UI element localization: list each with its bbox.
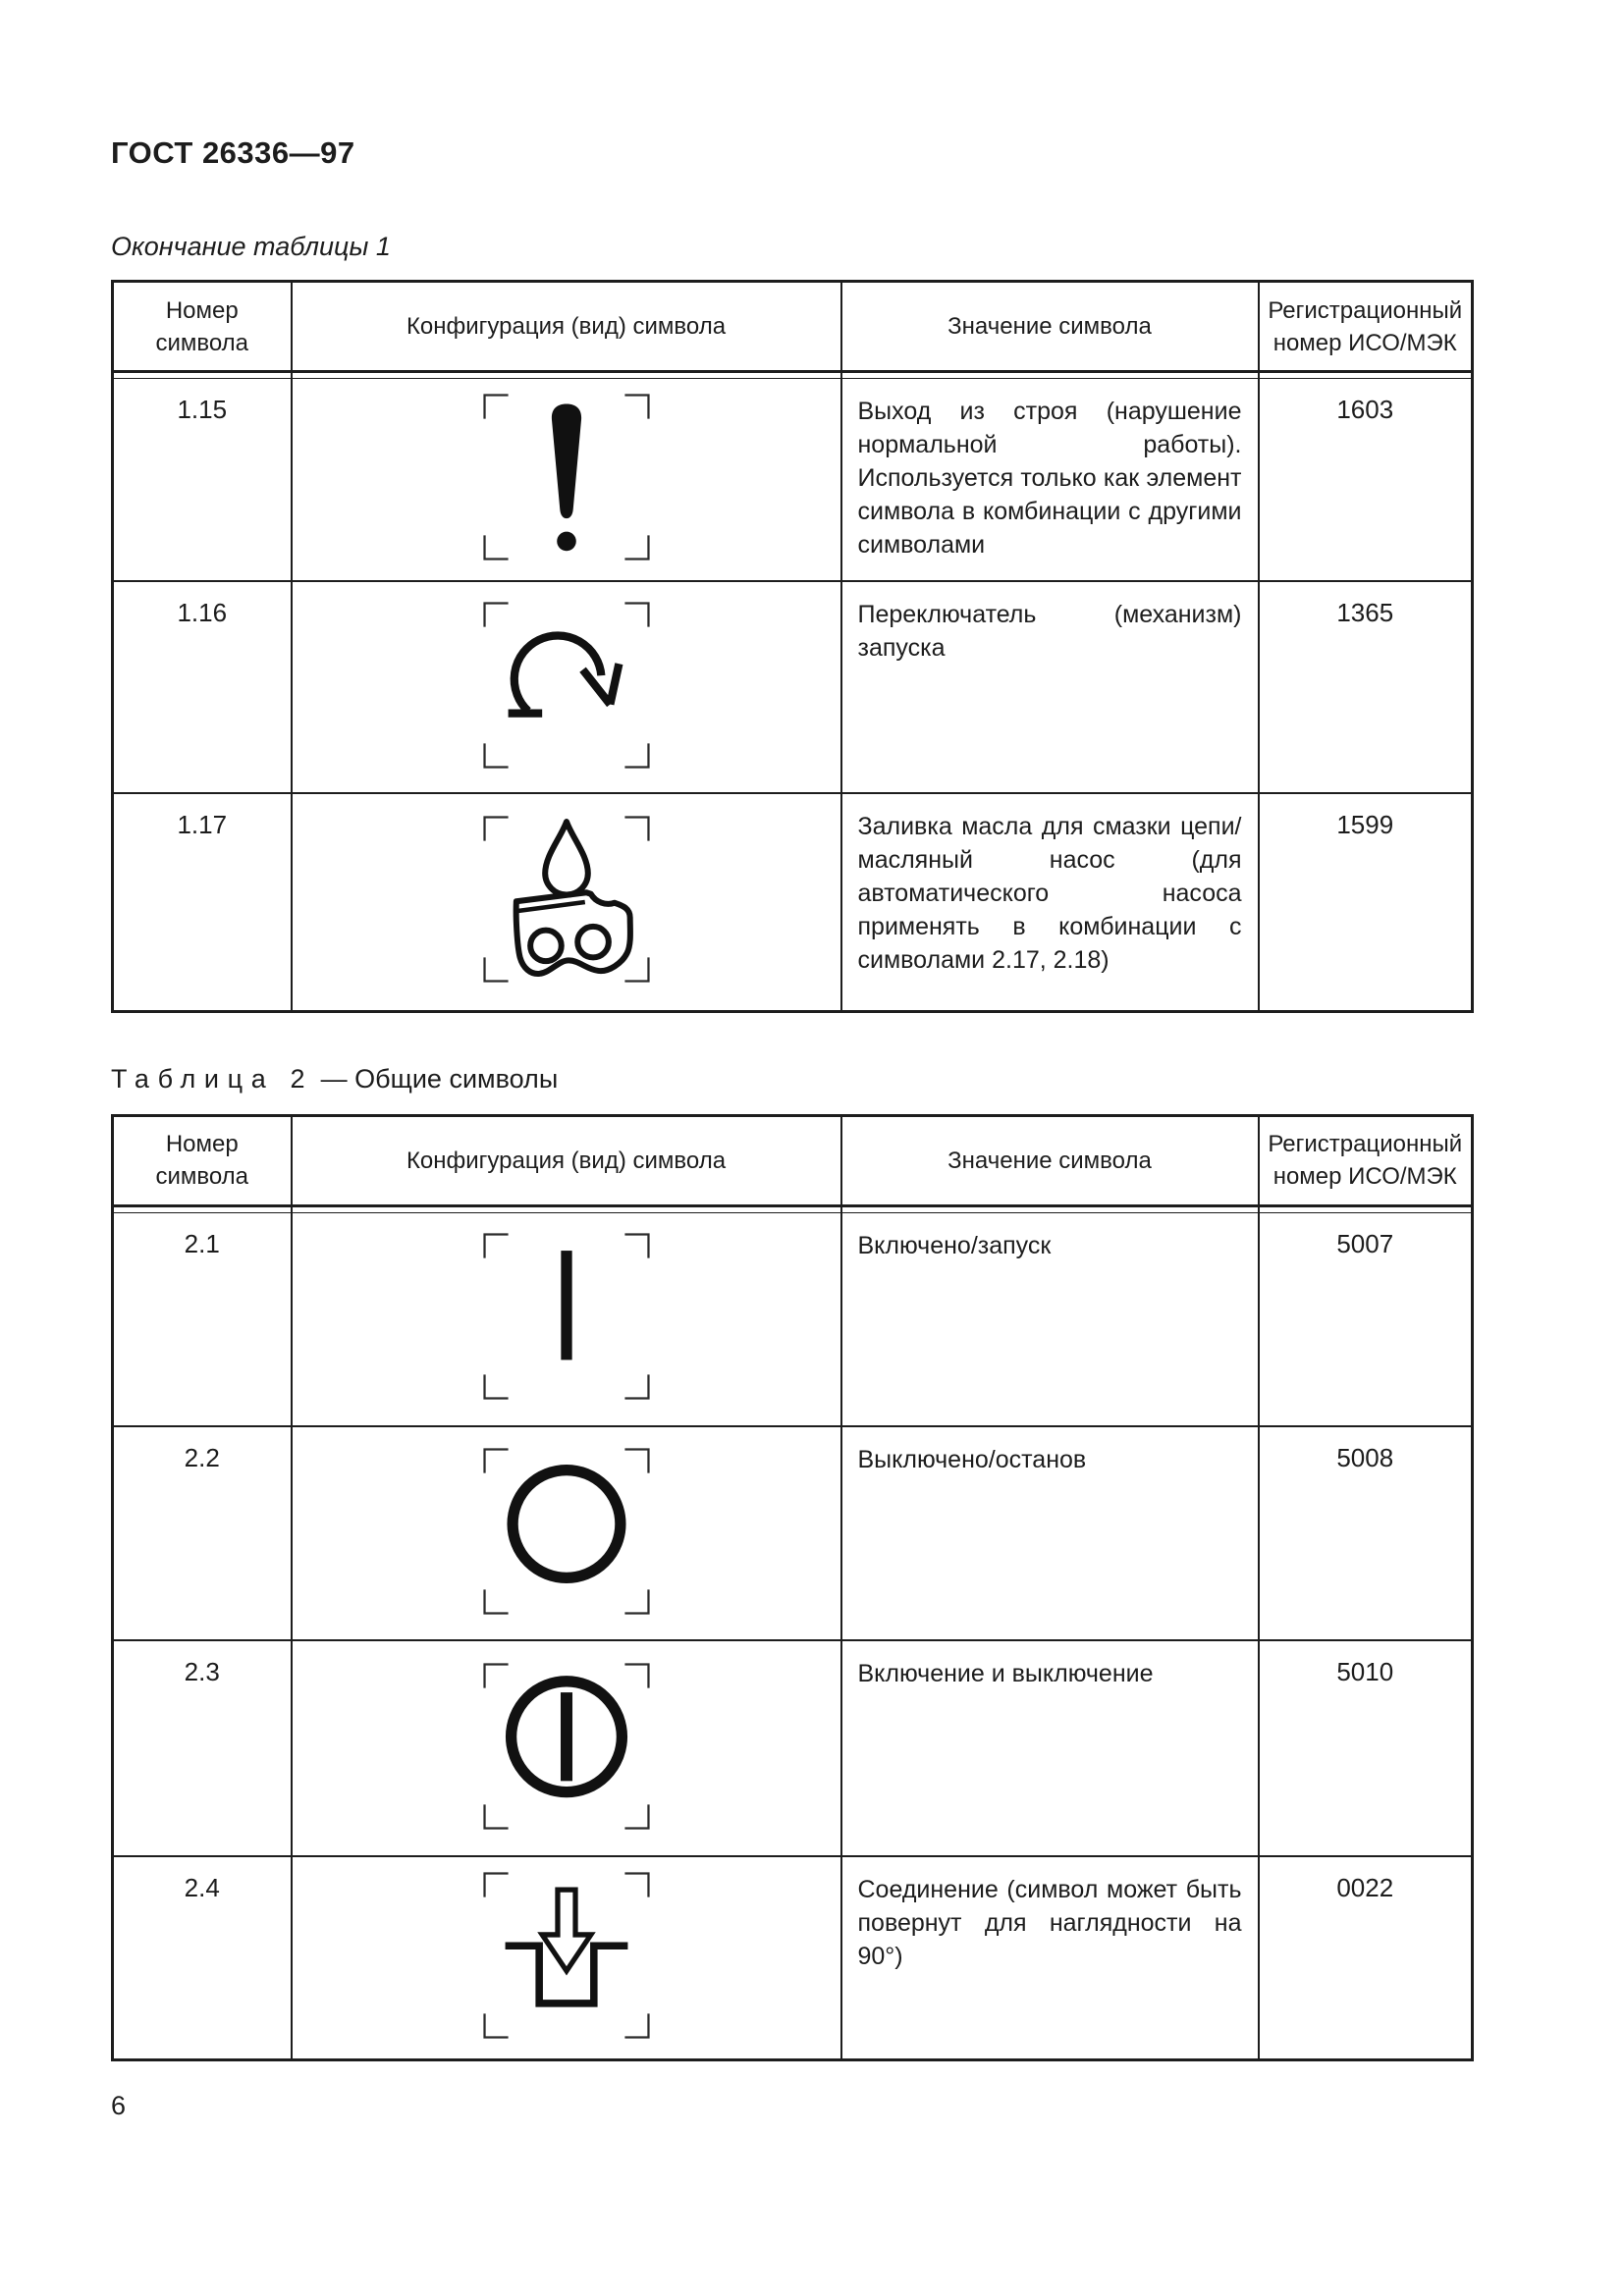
table-row <box>113 793 1473 1011</box>
symbol-number: 1.16 <box>177 598 228 627</box>
symbol-meaning: Переключатель (механизм) запуска <box>857 601 1242 662</box>
registration-number: 5010 <box>1336 1657 1394 1686</box>
registration-number: 0022 <box>1336 1873 1394 1902</box>
col-header-registration: Регистрационный номер ИСО/МЭК <box>1259 1115 1473 1205</box>
symbol-meaning: Выключено/останов <box>857 1446 1087 1473</box>
header-double-rule <box>113 372 1473 379</box>
registration-number: 5008 <box>1336 1443 1394 1472</box>
table1 <box>111 280 1474 1013</box>
col-header-configuration: Конфигурация (вид) символа <box>292 1115 841 1205</box>
table2 <box>111 1114 1474 2062</box>
table-row <box>113 1212 1473 1426</box>
symbol-meaning: Соединение (символ может быть повернут для наглядности на 90°) <box>857 1876 1242 1970</box>
table-row <box>113 581 1473 793</box>
symbol-meaning: Включение и выключение <box>857 1660 1154 1687</box>
table2-caption-label: Таблица 2 <box>111 1063 314 1094</box>
connection-arrow-icon <box>474 1863 659 2048</box>
table-row <box>113 1856 1473 2060</box>
table1-header-row <box>113 282 1473 372</box>
table2-caption <box>111 1064 1624 1095</box>
col-header-meaning: Значение символа <box>841 1115 1259 1205</box>
header-double-rule <box>113 1205 1473 1212</box>
symbol-number: 2.4 <box>184 1873 220 1902</box>
col-header-meaning: Значение символа <box>841 282 1259 372</box>
symbol-number: 2.3 <box>184 1657 220 1686</box>
symbol-number: 1.15 <box>177 395 228 424</box>
registration-number: 5007 <box>1336 1228 1394 1258</box>
table1-caption: Окончание таблицы 1 <box>111 232 391 261</box>
symbol-number: 2.2 <box>184 1443 220 1472</box>
page-title: ГОСТ 26336—97 <box>111 135 355 170</box>
col-header-registration: Регистрационный номер ИСО/МЭК <box>1259 282 1473 372</box>
symbol-number: 1.17 <box>177 810 228 839</box>
page-number: 6 <box>111 2091 127 2120</box>
registration-number: 1365 <box>1336 598 1394 627</box>
table2-caption-title: — Общие символы <box>320 1063 559 1094</box>
power-on-off-icon <box>474 1654 659 1839</box>
symbol-number: 2.1 <box>184 1228 220 1258</box>
symbol-meaning: Заливка масла для смазки цепи/масляный насос (для автоматического насоса применять в комбинации с символами 2.17, 2.18) <box>857 813 1242 974</box>
chain-oil-icon <box>474 807 659 991</box>
failure-exclamation-icon <box>474 385 659 569</box>
power-off-icon <box>474 1439 659 1624</box>
table-row <box>113 1426 1473 1640</box>
registration-number: 1603 <box>1336 395 1394 424</box>
table2-header-row <box>113 1115 1473 1205</box>
table-row <box>113 379 1473 582</box>
col-header-number: Номер символа <box>113 1115 292 1205</box>
starter-arrow-icon <box>474 593 659 777</box>
registration-number: 1599 <box>1336 810 1394 839</box>
col-header-number: Номер символа <box>113 282 292 372</box>
symbol-meaning: Выход из строя (нарушение нормальной работы). Используется только как элемент символа в комбинации с другими символами <box>857 398 1242 559</box>
symbol-meaning: Включено/запуск <box>857 1231 1052 1259</box>
table-row <box>113 1640 1473 1856</box>
col-header-configuration: Конфигурация (вид) символа <box>292 282 841 372</box>
power-on-icon <box>474 1224 659 1409</box>
